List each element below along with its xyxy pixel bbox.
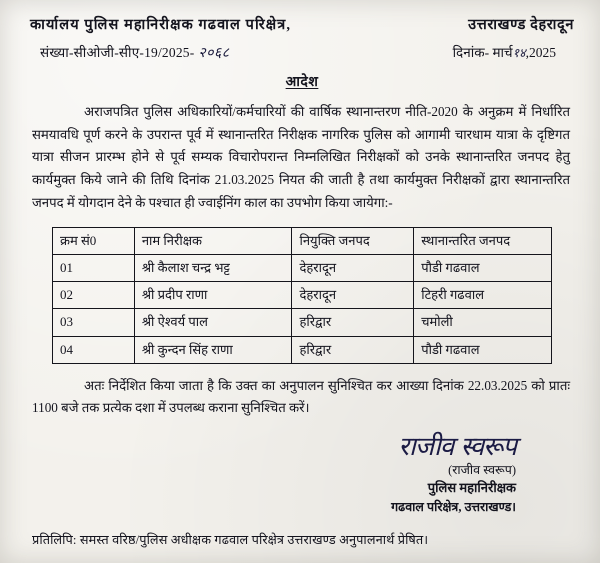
cell-name: श्री प्रदीप राणा bbox=[134, 282, 292, 309]
signature-scribble: राजीव स्वरूप bbox=[398, 432, 516, 463]
transfer-table bbox=[52, 227, 552, 364]
document-header bbox=[30, 14, 574, 34]
cell-name: श्री ऐश्वर्य पाल bbox=[134, 309, 292, 336]
reference-and-date bbox=[30, 43, 574, 62]
table-row bbox=[53, 336, 552, 363]
cell-posting: हरिद्वार bbox=[292, 309, 414, 336]
date-label: दिनांक- मार्च bbox=[452, 45, 513, 60]
cell-transfer: चमोली bbox=[414, 309, 552, 336]
body-paragraph-1 bbox=[30, 101, 574, 215]
date-year: ,2025 bbox=[525, 45, 556, 60]
copy-to-line: प्रतिलिपि: समस्त वरिष्ठ/पुलिस अधीक्षक गढवाल परिक्षेत्र उत्तराखण्ड अनुपालनार्थ प्रेषित। bbox=[32, 533, 429, 548]
date-day: १४ bbox=[512, 45, 526, 60]
document-date bbox=[453, 43, 556, 61]
office-location: उत्तराखण्ड देहरादून bbox=[468, 17, 574, 33]
signature-block bbox=[30, 434, 574, 516]
column-header-sno: क्रम सं0 bbox=[53, 227, 135, 254]
reference-number bbox=[40, 43, 230, 62]
paragraph-2-text: अतः निर्देशित किया जाता है कि उक्त का अनुपालन सुनिश्चित कर आख्या दिनांक 22.03.2025 को प्रातः 1100 बजे तक प्रत्येक दशा में उपलब्ध कराना सुनिश्चित करें। bbox=[32, 377, 570, 416]
column-header-posting: नियुक्ति जनपद bbox=[292, 227, 414, 254]
document-title: आदेश bbox=[285, 75, 319, 90]
cell-name: श्री कैलाश चन्द्र भट्ट bbox=[134, 254, 292, 281]
table-row bbox=[53, 309, 552, 336]
cell-transfer: पौडी गढवाल bbox=[414, 254, 552, 281]
body-paragraph-2 bbox=[30, 375, 574, 420]
table-row bbox=[53, 282, 552, 309]
column-header-name: नाम निरीक्षक bbox=[134, 227, 292, 254]
reference-label: संख्या-सीओजी-सीए-19/2025- bbox=[40, 45, 195, 60]
cell-sno: 04 bbox=[53, 336, 135, 363]
reference-value: २०६८ bbox=[198, 45, 230, 61]
office-name: कार्यालय पुलिस महानिरीक्षक गढवाल परिक्षेत्र, bbox=[30, 17, 292, 33]
cell-name: श्री कुन्दन सिंह राणा bbox=[134, 336, 292, 363]
cell-posting: देहरादून bbox=[292, 254, 414, 281]
column-header-transfer: स्थानान्तरित जनपद bbox=[414, 227, 552, 254]
cell-sno: 03 bbox=[53, 309, 135, 336]
table-header bbox=[53, 227, 552, 254]
signatory-role: पुलिस महानिरीक्षक bbox=[427, 480, 516, 496]
document-body bbox=[30, 14, 574, 555]
cell-posting: देहरादून bbox=[292, 282, 414, 309]
signatory-name: (राजीव स्वरूप) bbox=[448, 463, 516, 478]
cell-posting: हरिद्वार bbox=[292, 336, 414, 363]
cell-sno: 02 bbox=[53, 282, 135, 309]
cell-transfer: पौडी गढवाल bbox=[414, 336, 552, 363]
signatory-office: गढवाल परिक्षेत्र, उत्तराखण्ड। bbox=[391, 500, 516, 515]
table-header-row bbox=[53, 227, 552, 254]
cell-transfer: टिहरी गढवाल bbox=[414, 282, 552, 309]
table-body bbox=[53, 254, 552, 363]
paragraph-1-text: अराजपत्रित पुलिस अधिकारियों/कर्मचारियों की वार्षिक स्थानान्तरण नीति-2020 के अनुक्रम में निर्धारित समयावधि पूर्ण करने के उपरान्त पूर्व में स्थानान्तरित निरीक्षक नागरिक पुलिस को आगामी चारधाम यात्रा के दृष्टिगत यात्रा सीजन प्रारम्भ होने से पूर्व सम्यक विचारोपरान्त निम्नलिखित निरीक्षकों को उनके स्थानान्तरित जनपद हेतु कार्यमुक्त किये जाने की तिथि दिनांक 21.03.2025 नियत की जाती है तथा कार्यमुक्त निरीक्षकों द्वारा स्थानान्तरित जनपद में योगदान देने के पश्चात ही ज्वाईनिंग काल का उपभोग किया जायेगा:- bbox=[32, 104, 570, 210]
table-row bbox=[53, 254, 552, 281]
cell-sno: 01 bbox=[53, 254, 135, 281]
